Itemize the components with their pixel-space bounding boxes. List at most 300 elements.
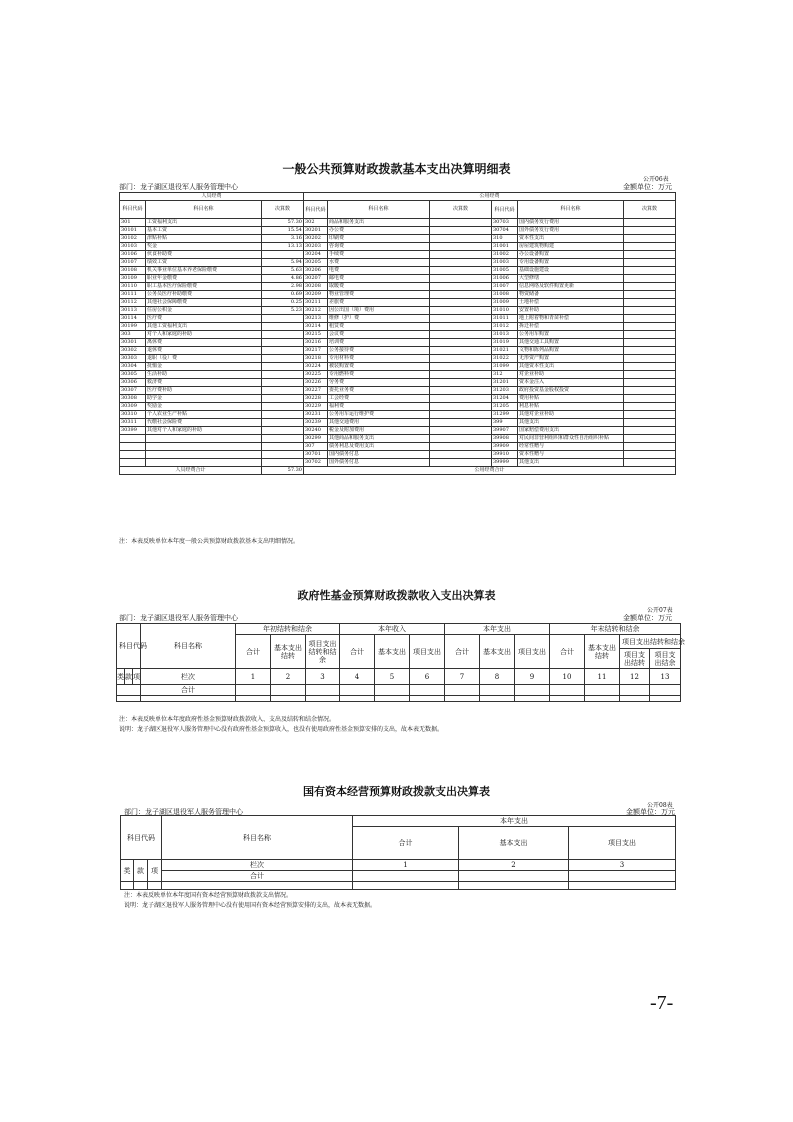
cell-name: 费用补贴 [518, 395, 624, 403]
cell-code: 30301 [120, 339, 146, 347]
cell-name: 基本工资 [146, 227, 262, 235]
cell-name: 离休费 [146, 339, 262, 347]
cell-amount [262, 379, 304, 387]
cell-name: 奖金 [146, 243, 262, 251]
table8-unit: 金额单位：万元 [626, 808, 675, 816]
cell-code: 30108 [120, 267, 146, 275]
cell-name: 文物和陈列品购置 [518, 347, 624, 355]
table-row [120, 243, 676, 251]
cell-code: 30213 [304, 315, 328, 323]
cell-name: 税金及附加费用 [328, 427, 430, 435]
cell-code: 30311 [120, 419, 146, 427]
table8 [120, 815, 676, 890]
cell-name: 工会经费 [328, 395, 430, 403]
cell-code: 30201 [304, 227, 328, 235]
col-index: 10 [550, 669, 585, 685]
cell-amount [430, 443, 492, 451]
cell-code: 30305 [120, 371, 146, 379]
table-row [120, 339, 676, 347]
cell-amount: 15.54 [262, 227, 304, 235]
cell-code: 30703 [492, 219, 518, 227]
cell-code: 30205 [304, 259, 328, 267]
cell-code: 30239 [304, 419, 328, 427]
cell-code [120, 443, 146, 451]
cell-amount [430, 227, 492, 235]
cell-amount [624, 355, 676, 363]
cell-name: 住房公积金 [146, 307, 262, 315]
cell-amount [624, 299, 676, 307]
table-row [120, 267, 676, 275]
header-total: 合计 [236, 635, 271, 669]
header-name: 科目名称 [141, 624, 236, 669]
table-row [120, 283, 676, 291]
cell-amount [624, 275, 676, 283]
cell-name: 其他对个人和家庭的补助 [146, 427, 262, 435]
cell-amount [430, 315, 492, 323]
cell-name: 其他商品和服务支出 [328, 435, 430, 443]
cell-amount [430, 403, 492, 411]
table7-dept: 部门：龙子湖区退役军人服务管理中心 [119, 614, 238, 622]
cell-code: 31021 [492, 347, 518, 355]
lanci-label: 栏次 [162, 860, 353, 871]
cell-amount [624, 243, 676, 251]
cell-name: 国内债务发行费用 [518, 219, 624, 227]
col-index: 2 [271, 669, 306, 685]
cell-name: 商品和服务支出 [328, 219, 430, 227]
cell-name: 退职（役）费 [146, 355, 262, 363]
table-row [120, 387, 676, 395]
cell-code: 30225 [304, 371, 328, 379]
cell-code: 30204 [304, 251, 328, 259]
cell-code: 30218 [304, 355, 328, 363]
col-index: 8 [480, 669, 515, 685]
cell-name: 机关事业单位基本养老保险缴费 [146, 267, 262, 275]
total-public-label: 公用经费合计 [304, 467, 676, 475]
cell-name: 国外债务发行费用 [518, 227, 624, 235]
cell-name: 伙食补助费 [146, 251, 262, 259]
table-row [120, 371, 676, 379]
page-number: -7- [650, 992, 674, 1014]
cell-amount [624, 427, 676, 435]
cell-name: 对个人和家庭的补助 [146, 331, 262, 339]
cell-amount [624, 251, 676, 259]
cell-amount: 2.98 [262, 283, 304, 291]
col-index: 4 [340, 669, 375, 685]
table-row [120, 315, 676, 323]
cell-name: 资本性支出 [518, 235, 624, 243]
cell-amount: 3.16 [262, 235, 304, 243]
cell-code: 39999 [492, 459, 518, 467]
header-basic: 基本支出 [480, 635, 515, 669]
cell-amount [430, 435, 492, 443]
cell-code: 30106 [120, 251, 146, 259]
table-row [120, 299, 676, 307]
table-row [120, 403, 676, 411]
col-index: 9 [515, 669, 550, 685]
cell-name: 其他支出 [518, 459, 624, 467]
cell-amount [430, 331, 492, 339]
cell-code [120, 451, 146, 459]
cell-amount [430, 363, 492, 371]
header-amount: 决算数 [262, 201, 304, 219]
cell-amount [430, 355, 492, 363]
header-name: 科目名称 [328, 201, 430, 219]
cell-amount [624, 363, 676, 371]
header-project: 项目支出 [569, 827, 676, 860]
col-index: 11 [585, 669, 620, 685]
cell-name: 信息网络及软件购置更新 [518, 283, 624, 291]
cell-name: 对民间非营利组织和群众性自治组织补贴 [518, 435, 624, 443]
cell-name: 房屋建筑物购建 [518, 243, 624, 251]
table-row [120, 291, 676, 299]
cell-code [120, 459, 146, 467]
cell-amount [262, 411, 304, 419]
table-row [120, 419, 676, 427]
cell-amount [430, 299, 492, 307]
table-row [120, 435, 676, 443]
cell-code: 30240 [304, 427, 328, 435]
cell-amount [262, 355, 304, 363]
cell-amount [624, 323, 676, 331]
cell-amount [624, 379, 676, 387]
cell-name: 大型修缮 [518, 275, 624, 283]
table-row [120, 323, 676, 331]
table6-unit: 金额单位：万元 [623, 183, 672, 191]
col-index: 3 [569, 860, 676, 871]
cell-name: 对企业补助 [518, 371, 624, 379]
cell-name: 物资储备 [518, 291, 624, 299]
header-basic: 基本支出 [459, 827, 569, 860]
cell-name: 培训费 [328, 339, 430, 347]
header-expense: 本年支出 [445, 624, 550, 635]
cell-code: 30704 [492, 227, 518, 235]
cell-name: 水费 [328, 259, 430, 267]
cell-amount [624, 435, 676, 443]
total-personnel-value: 57.30 [262, 467, 304, 475]
col-index: 1 [236, 669, 271, 685]
cell-name: 地上附着物和青苗补偿 [518, 315, 624, 323]
cell-name: 被装购置费 [328, 363, 430, 371]
cell-amount [624, 387, 676, 395]
cell-name: 差旅费 [328, 299, 430, 307]
header-xiang: 项 [148, 860, 162, 882]
cell-amount [430, 347, 492, 355]
cell-amount [262, 419, 304, 427]
cell-name: 经常性赠与 [518, 443, 624, 451]
cell-amount: 5.23 [262, 307, 304, 315]
group-public: 公用经费 [304, 193, 676, 201]
cell-amount [624, 259, 676, 267]
cell-code: 30299 [304, 435, 328, 443]
cell-code: 30303 [120, 355, 146, 363]
header-xiang: 项 [133, 669, 141, 685]
cell-code: 31019 [492, 339, 518, 347]
cell-code: 31204 [492, 395, 518, 403]
table7-code: 公开07表 [647, 607, 673, 614]
cell-code: 30114 [120, 315, 146, 323]
header-code: 科目代码 [304, 201, 328, 219]
table7-unit: 金额单位：万元 [623, 614, 672, 622]
header-year-expense: 本年支出 [353, 816, 676, 827]
table-row [120, 443, 676, 451]
cell-amount: 0.69 [262, 291, 304, 299]
cell-code: 31013 [492, 331, 518, 339]
cell-code: 30206 [304, 267, 328, 275]
header-basic: 基本支出结转 [271, 635, 306, 669]
cell-name: 维修（护）费 [328, 315, 430, 323]
cell-name: 手续费 [328, 251, 430, 259]
cell-name: 专用燃料费 [328, 371, 430, 379]
cell-code: 30309 [120, 403, 146, 411]
cell-code: 31012 [492, 323, 518, 331]
cell-name: 物业管理费 [328, 291, 430, 299]
col-index: 3 [306, 669, 340, 685]
cell-name: 绩效工资 [146, 259, 262, 267]
cell-amount [430, 395, 492, 403]
header-code: 科目代码 [121, 816, 162, 860]
table-row [120, 251, 676, 259]
cell-name: 其他交通费用 [328, 419, 430, 427]
cell-code: 31099 [492, 363, 518, 371]
header-lei: 类 [117, 669, 125, 685]
cell-code: 30199 [120, 323, 146, 331]
cell-code: 30207 [304, 275, 328, 283]
cell-code: 30208 [304, 283, 328, 291]
cell-code: 31022 [492, 355, 518, 363]
cell-code: 30306 [120, 379, 146, 387]
header-project-carry: 项目支出结转 [620, 649, 650, 669]
cell-amount [624, 267, 676, 275]
cell-amount [624, 347, 676, 355]
cell-name: 国家赔偿费用支出 [518, 427, 624, 435]
header-amount: 决算数 [624, 201, 676, 219]
table6 [119, 192, 676, 475]
cell-name [146, 435, 262, 443]
cell-amount [624, 315, 676, 323]
total-personnel-label: 人员经费合计 [120, 467, 262, 475]
cell-code: 30110 [120, 283, 146, 291]
col-index: 12 [620, 669, 650, 685]
cell-code: 30304 [120, 363, 146, 371]
cell-amount [262, 371, 304, 379]
cell-code: 30109 [120, 275, 146, 283]
cell-code: 30701 [304, 451, 328, 459]
cell-name: 办公费 [328, 227, 430, 235]
header-code: 科目代码 [120, 201, 146, 219]
cell-name: 利息补贴 [518, 403, 624, 411]
cell-amount [624, 331, 676, 339]
cell-name: 会议费 [328, 331, 430, 339]
cell-amount [262, 251, 304, 259]
table-row [120, 307, 676, 315]
cell-code: 310 [492, 235, 518, 243]
cell-amount [262, 331, 304, 339]
cell-amount [624, 219, 676, 227]
cell-amount [624, 235, 676, 243]
cell-code: 307 [304, 443, 328, 451]
cell-code: 30112 [120, 299, 146, 307]
cell-code: 31201 [492, 379, 518, 387]
cell-code: 31299 [492, 411, 518, 419]
cell-name: 其他社会保障缴费 [146, 299, 262, 307]
cell-amount [262, 451, 304, 459]
cell-amount [624, 227, 676, 235]
cell-name: 代缴社会保险费 [146, 419, 262, 427]
cell-name: 助学金 [146, 395, 262, 403]
cell-name: 工资福利支出 [146, 219, 262, 227]
table-row [120, 355, 676, 363]
cell-code: 30215 [304, 331, 328, 339]
cell-code: 30227 [304, 387, 328, 395]
cell-amount [624, 451, 676, 459]
cell-name: 资本金注入 [518, 379, 624, 387]
header-name: 科目名称 [146, 201, 262, 219]
cell-name: 政府投资基金股权投资 [518, 387, 624, 395]
cell-name: 公务员医疗补助缴费 [146, 291, 262, 299]
cell-amount [262, 435, 304, 443]
cell-name: 无形资产购置 [518, 355, 624, 363]
cell-name [146, 443, 262, 451]
cell-name: 职工基本医疗保险缴费 [146, 283, 262, 291]
cell-name: 基础设施建设 [518, 267, 624, 275]
cell-code: 31002 [492, 251, 518, 259]
cell-code: 30202 [304, 235, 328, 243]
table8-explain: 说明：龙子湖区退役军人服务管理中心没有使用国有资本经营预算安排的支出，故本表无数据。 [124, 902, 377, 909]
cell-name [146, 459, 262, 467]
col-index: 6 [410, 669, 445, 685]
cell-code: 30102 [120, 235, 146, 243]
header-total: 合计 [445, 635, 480, 669]
table6-title: 一般公共预算财政拨款基本支出决算明细表 [282, 162, 511, 176]
table-row [120, 411, 676, 419]
cell-code: 30308 [120, 395, 146, 403]
cell-code: 30103 [120, 243, 146, 251]
cell-amount [262, 387, 304, 395]
table-row [120, 275, 676, 283]
header-name: 科目名称 [518, 201, 624, 219]
header-name: 科目名称 [162, 816, 353, 860]
cell-amount [262, 459, 304, 467]
cell-code: 30229 [304, 403, 328, 411]
cell-amount [430, 259, 492, 267]
table-row [120, 459, 676, 467]
cell-amount: 13.13 [262, 243, 304, 251]
cell-amount [624, 291, 676, 299]
cell-name: 其他支出 [518, 419, 624, 427]
total-label: 合计 [162, 871, 353, 882]
cell-code: 31203 [492, 387, 518, 395]
cell-amount [624, 339, 676, 347]
cell-amount [262, 443, 304, 451]
cell-code: 31011 [492, 315, 518, 323]
lanci-label: 栏次 [141, 669, 236, 685]
cell-amount [430, 371, 492, 379]
cell-code: 31003 [492, 259, 518, 267]
table-row [120, 451, 676, 459]
cell-code: 30111 [120, 291, 146, 299]
cell-name: 电费 [328, 267, 430, 275]
cell-name: 委托业务费 [328, 387, 430, 395]
cell-amount [262, 323, 304, 331]
cell-name: 安置补助 [518, 307, 624, 315]
header-end: 年末结转和结余 [550, 624, 681, 635]
cell-code: 39908 [492, 435, 518, 443]
cell-name [146, 451, 262, 459]
header-project-surplus: 项目支出结余 [650, 649, 681, 669]
cell-name: 咨询费 [328, 243, 430, 251]
cell-code: 30101 [120, 227, 146, 235]
cell-amount [262, 339, 304, 347]
cell-code: 30399 [120, 427, 146, 435]
cell-name: 劳务费 [328, 379, 430, 387]
cell-name: 其他资本性支出 [518, 363, 624, 371]
cell-amount [262, 403, 304, 411]
header-kuan: 款 [125, 669, 133, 685]
table-row [120, 427, 676, 435]
table7-note: 注：本表反映单位本年度政府性基金预算财政拨款收入、支出及结转和结余情况。 [119, 716, 336, 723]
cell-code: 30107 [120, 259, 146, 267]
cell-amount: 0.25 [262, 299, 304, 307]
table8-code: 公开08表 [647, 802, 673, 809]
cell-code: 30211 [304, 299, 328, 307]
header-begin: 年初结转和结余 [236, 624, 340, 635]
cell-name: 救济费 [146, 379, 262, 387]
cell-name: 专用设备购置 [518, 259, 624, 267]
header-amount: 决算数 [430, 201, 492, 219]
cell-amount [430, 427, 492, 435]
cell-amount [624, 371, 676, 379]
cell-amount [430, 235, 492, 243]
col-index: 2 [459, 860, 569, 871]
cell-amount [430, 307, 492, 315]
cell-name: 公务用车购置 [518, 331, 624, 339]
cell-code: 30203 [304, 243, 328, 251]
cell-name: 医疗费补助 [146, 387, 262, 395]
cell-code: 30310 [120, 411, 146, 419]
table6-code: 公开06表 [643, 176, 669, 183]
cell-amount [624, 395, 676, 403]
header-total: 合计 [340, 635, 375, 669]
cell-amount [430, 379, 492, 387]
cell-code: 30217 [304, 347, 328, 355]
cell-amount [624, 419, 676, 427]
cell-code: 31005 [492, 267, 518, 275]
cell-amount [430, 283, 492, 291]
cell-name: 津贴补贴 [146, 235, 262, 243]
cell-name: 国内债务付息 [328, 451, 430, 459]
cell-code: 31001 [492, 243, 518, 251]
cell-amount [430, 459, 492, 467]
cell-amount [624, 411, 676, 419]
cell-code: 30228 [304, 395, 328, 403]
cell-name: 专用材料费 [328, 355, 430, 363]
cell-amount: 5.94 [262, 259, 304, 267]
total-label: 合计 [141, 685, 236, 696]
table-row [120, 331, 676, 339]
table-row [120, 259, 676, 267]
cell-name: 个人农业生产补贴 [146, 411, 262, 419]
cell-code: 30702 [304, 459, 328, 467]
header-lei: 类 [121, 860, 134, 882]
cell-code: 399 [492, 419, 518, 427]
cell-code: 39909 [492, 443, 518, 451]
table6-dept: 部门：龙子湖区退役军人服务管理中心 [119, 183, 238, 191]
header-basic: 基本支出 [375, 635, 410, 669]
cell-amount: 57.30 [262, 219, 304, 227]
table-row [120, 379, 676, 387]
cell-code: 39910 [492, 451, 518, 459]
header-code: 科目代码 [492, 201, 518, 219]
